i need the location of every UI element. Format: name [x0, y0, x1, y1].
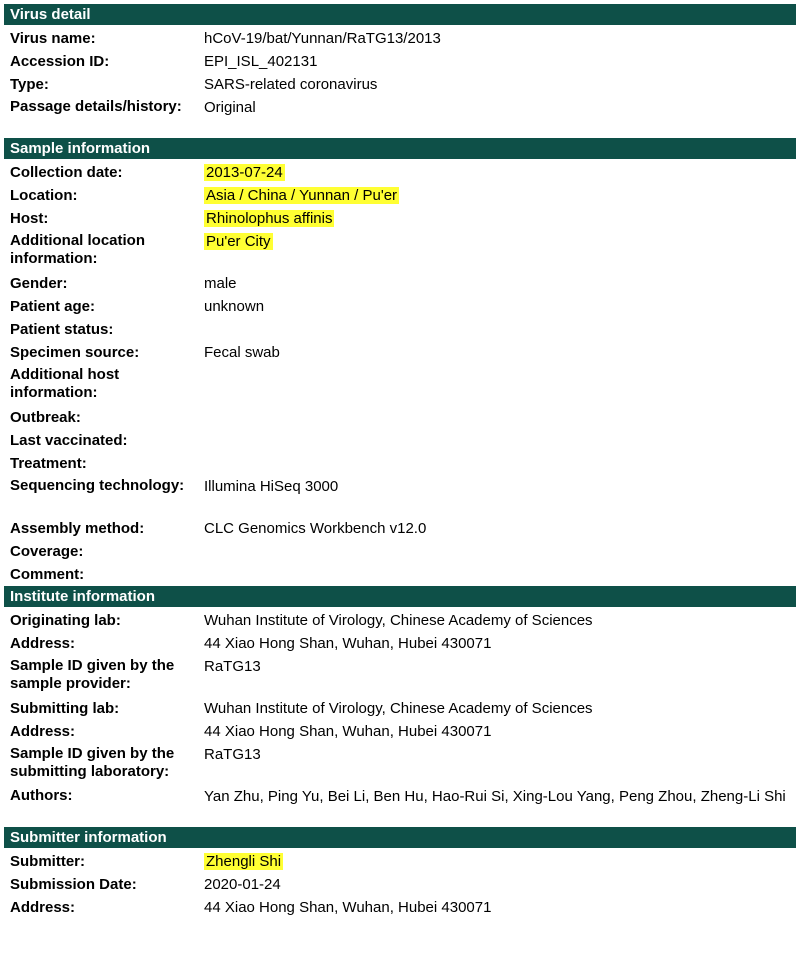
row-treatment — [4, 452, 796, 475]
row-patient-status — [4, 318, 796, 341]
field-label: Collection date: — [10, 164, 123, 181]
field-value: unknown — [204, 298, 265, 315]
field-label: Accession ID: — [10, 53, 110, 70]
field-value — [200, 452, 796, 475]
field-value — [200, 563, 796, 586]
field-label: Patient age: — [10, 298, 96, 315]
section-header-virus-detail: Virus detail — [4, 4, 796, 25]
field-label: Address: — [10, 635, 76, 652]
field-label: Address: — [10, 723, 76, 740]
row-virus-name — [4, 27, 796, 50]
field-value: Wuhan Institute of Virology, Chinese Academy of Sciences — [204, 700, 593, 717]
field-label: Submission Date: — [10, 876, 137, 893]
field-value: RaTG13 — [204, 746, 261, 763]
row-additional-host-info — [4, 364, 796, 406]
field-label: Sample ID given by the sample provider: — [10, 657, 175, 692]
section-header-submitter-information: Submitter information — [4, 827, 796, 848]
field-value: Illumina HiSeq 3000 — [204, 478, 339, 495]
field-value — [200, 207, 796, 230]
row-submitter-address — [4, 896, 796, 919]
field-value: SARS-related coronavirus — [204, 76, 378, 93]
row-last-vaccinated — [4, 429, 796, 452]
field-label: Passage details/history: — [10, 98, 182, 115]
row-originating-lab — [4, 609, 796, 632]
row-originating-address — [4, 632, 796, 655]
row-submitting-lab — [4, 697, 796, 720]
field-value: 44 Xiao Hong Shan, Wuhan, Hubei 430071 — [204, 635, 492, 652]
field-value — [200, 184, 796, 207]
field-value: male — [204, 275, 237, 292]
row-sample-id-provider — [4, 655, 796, 697]
highlighted-value: 2013-07-24 — [206, 164, 283, 181]
row-coverage — [4, 540, 796, 563]
field-value — [200, 161, 796, 184]
field-value — [200, 540, 796, 563]
field-label: Originating lab: — [10, 612, 121, 629]
field-value — [200, 429, 796, 452]
row-sample-id-submitting-lab — [4, 743, 796, 785]
field-label: Address: — [10, 899, 76, 916]
field-label: Type: — [10, 76, 49, 93]
field-value — [200, 230, 796, 272]
row-gender — [4, 272, 796, 295]
row-type — [4, 73, 796, 96]
field-value: Original — [204, 99, 256, 116]
row-host — [4, 207, 796, 230]
highlighted-value: Rhinolophus affinis — [206, 210, 333, 227]
field-label: Sequencing technology: — [10, 477, 185, 494]
field-value: Fecal swab — [204, 344, 280, 361]
row-collection-date — [4, 161, 796, 184]
field-label: Submitting lab: — [10, 700, 120, 717]
field-label: Specimen source: — [10, 344, 140, 361]
row-accession-id — [4, 50, 796, 73]
row-comment — [4, 563, 796, 586]
field-label: Virus name: — [10, 30, 96, 47]
highlighted-value: Pu'er City — [206, 233, 271, 250]
field-value: Wuhan Institute of Virology, Chinese Academy of Sciences — [204, 612, 593, 629]
highlighted-value: Zhengli Shi — [206, 853, 282, 870]
field-label: Submitter: — [10, 853, 85, 870]
field-label: Gender: — [10, 275, 68, 292]
row-assembly-method — [4, 517, 796, 540]
row-submitting-address — [4, 720, 796, 743]
field-value — [200, 406, 796, 429]
field-label: Outbreak: — [10, 409, 81, 426]
field-label: Location: — [10, 187, 78, 204]
row-additional-location — [4, 230, 796, 272]
field-label: Host: — [10, 210, 49, 227]
section-header-sample-information: Sample information — [4, 138, 796, 159]
field-value: Yan Zhu, Ping Yu, Bei Li, Ben Hu, Hao-Rui Si, Xing-Lou Yang, Peng Zhou, Zheng-Li Shi — [204, 788, 786, 805]
row-sequencing-technology — [4, 475, 796, 517]
row-outbreak — [4, 406, 796, 429]
row-patient-age — [4, 295, 796, 318]
field-value: 2020-01-24 — [204, 876, 281, 893]
field-value: hCoV-19/bat/Yunnan/RaTG13/2013 — [204, 30, 441, 47]
field-label: Additional location information: — [10, 232, 145, 267]
row-passage-details — [4, 96, 796, 138]
row-authors — [4, 785, 796, 827]
row-submission-date — [4, 873, 796, 896]
field-value — [200, 364, 796, 406]
field-label: Authors: — [10, 787, 73, 804]
field-value: CLC Genomics Workbench v12.0 — [204, 520, 427, 537]
field-label: Last vaccinated: — [10, 432, 128, 449]
highlighted-value: Asia / China / Yunnan / Pu'er — [206, 187, 398, 204]
row-location — [4, 184, 796, 207]
field-label: Coverage: — [10, 543, 84, 560]
section-header-institute-information: Institute information — [4, 586, 796, 607]
field-value: RaTG13 — [204, 658, 261, 675]
field-label: Additional host information: — [10, 366, 120, 401]
field-value: 44 Xiao Hong Shan, Wuhan, Hubei 430071 — [204, 723, 492, 740]
field-value — [200, 318, 796, 341]
field-label: Assembly method: — [10, 520, 145, 537]
field-label: Treatment: — [10, 455, 87, 472]
field-label: Comment: — [10, 566, 85, 583]
field-label: Patient status: — [10, 321, 114, 338]
field-label: Sample ID given by the submitting laboratory: — [10, 745, 175, 780]
field-value: 44 Xiao Hong Shan, Wuhan, Hubei 430071 — [204, 899, 492, 916]
row-submitter — [4, 850, 796, 873]
row-specimen-source — [4, 341, 796, 364]
field-value — [200, 850, 796, 873]
field-value: EPI_ISL_402131 — [204, 53, 318, 70]
